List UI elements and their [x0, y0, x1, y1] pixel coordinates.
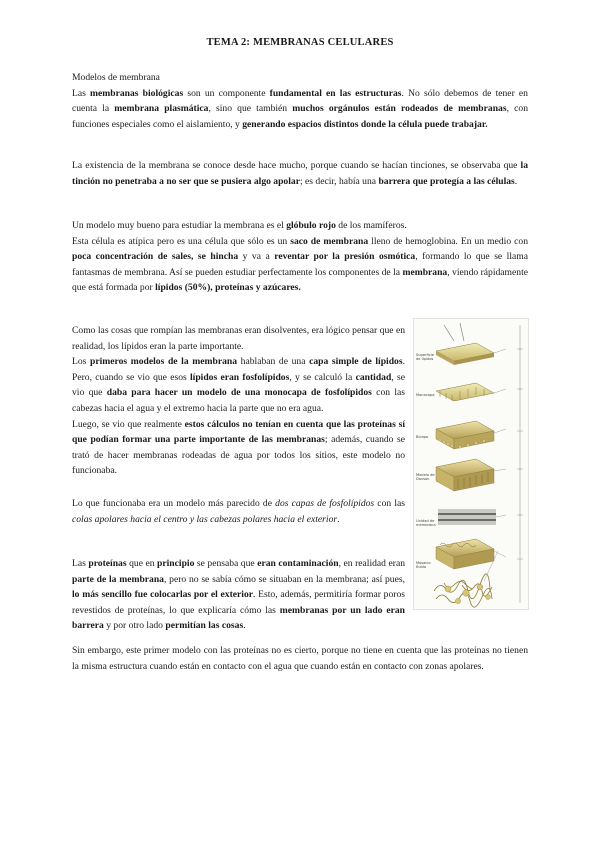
text-run: . No sólo debemos de tener en cuenta la [72, 87, 528, 115]
text-run: , viendo rápidamente que está formada por [72, 266, 528, 294]
section-models [72, 70, 528, 132]
text-run: , en realidad eran [338, 558, 405, 569]
paragraph-block [72, 158, 528, 189]
bold-text: generando espacios distintos donde la célula puede trabajar. [242, 118, 488, 130]
paragraph-block [72, 218, 528, 296]
bold-text: glóbulo rojo [286, 220, 336, 231]
text-run: son un componente [183, 87, 270, 99]
bold-text: eran contaminación [257, 558, 339, 569]
bold-text: poca concentración de sales, se hincha [72, 251, 239, 263]
bold-text: saco de membrana [290, 235, 369, 247]
bold-text: fundamental en las estructuras [269, 87, 402, 99]
text-run: , se vio que [72, 371, 405, 399]
figure-label: Superficie de lípidos [416, 353, 434, 361]
bold-text: principio [157, 558, 195, 569]
paragraph [72, 158, 528, 189]
bold-text: permitían las cosas [165, 620, 244, 632]
text-run: que en [126, 558, 158, 569]
bold-text: lípidos (50%), proteínas y azúcares. [155, 282, 301, 294]
paragraph-block [72, 556, 405, 634]
text-run: . [514, 175, 518, 187]
membrane-models-figure [413, 318, 529, 610]
bold-text: daba para hacer un modelo de una monocapa de fosfolípidos [106, 387, 372, 399]
text-run: , y se calculó la [289, 371, 356, 383]
text-run: con las cabezas hacia el agua y el extremo hacia la parte que no era agua. [72, 387, 405, 414]
bold-text: muchos orgánulos están rodeados de membranas [292, 103, 507, 115]
text-run: ; es decir, había una [299, 175, 379, 187]
text-run: Las [72, 558, 89, 569]
paragraph [72, 234, 528, 296]
text-run: y por otro lado [103, 620, 166, 632]
paragraph-block [72, 496, 405, 527]
bold-text: reventar por la presión osmótica [274, 251, 416, 263]
paragraph [72, 496, 405, 527]
text-run: Los [72, 356, 91, 368]
bold-text: barrera que protegía a las células [378, 175, 515, 187]
text-run: Esta célula es atípica pero es una célula que sólo es un [72, 235, 291, 247]
text-run: con las [374, 498, 405, 509]
bold-text: lo más sencillo fue colocarlas por el exterior [72, 589, 254, 601]
italic-text: colas apolares hacia el centro y las cabezas polares hacia el exterior [72, 513, 338, 525]
figure-label: Modelo de Davson [416, 473, 435, 481]
text-run: , sino que también [208, 103, 293, 115]
paragraph [72, 417, 405, 479]
text-run: . Pero, cuando se vio que esos [72, 356, 405, 383]
text-run: La existencia de la membrana se conoce desde hace mucho, porque cuando se hacían tinciones, se observaba que [72, 160, 521, 171]
text-run: y va a [238, 251, 275, 263]
figure-label: Unidad de membrana [416, 519, 436, 527]
text-run: Como las cosas que rompían las membranas eran disolventes, era lógico pensar que en realidad, los lípidos eran la parte importante. [72, 325, 405, 352]
text-run: , con funciones especiales como el aislamiento, y [72, 103, 528, 130]
text-run: . [337, 513, 340, 525]
paragraph [72, 556, 405, 634]
bold-text: membrana plasmática [114, 103, 209, 115]
text-run: lleno de hemoglobina. En un medio con [368, 235, 528, 247]
text-run: Lo que funcionaba era un modelo más parecido de [72, 498, 276, 509]
section-heading: Modelos de membrana [72, 72, 160, 83]
text-run: Un modelo muy bueno para estudiar la membrana es el [72, 220, 287, 231]
bold-text: membranas por un lado eran barrera [72, 604, 405, 632]
paragraph [72, 354, 405, 416]
paragraph [72, 643, 528, 674]
bold-text: proteínas [88, 558, 127, 569]
italic-text: dos capas de fosfolípidos [275, 498, 375, 509]
bold-text: capa simple de lípidos [309, 356, 403, 368]
bold-text: la tinción no penetraba a no ser que se pusiera algo apolar [72, 160, 528, 187]
text-run: . [243, 620, 246, 632]
paragraph-block [72, 643, 528, 674]
text-run: hablaban de una [237, 356, 310, 368]
text-run: ; además, cuando se trató de hacer membranas rodeadas de agua por todos los sitios, este modelo no funcionaba. [72, 434, 405, 477]
bold-text: lípidos eran fosfolípidos [190, 371, 290, 383]
text-run: de los mamíferos. [335, 220, 407, 231]
bold-text: primeros modelos de la membrana [90, 356, 238, 368]
bold-text: parte de la membrana [72, 573, 164, 585]
text-run: , pero no se sabía cómo se situaban en la membrana; así pues, [163, 573, 405, 585]
bold-text: estos cálculos no tenían en cuenta que las proteínas sí que podían formar una parte importante de las membranas [72, 418, 405, 446]
bold-text: membranas biológicas [90, 87, 184, 99]
paragraph [72, 86, 528, 133]
text-run: , formando lo que se llama fantasmas de membrana. Así se pueden estudiar perfectamente los componentes de la [72, 251, 528, 278]
paragraph-block [72, 323, 405, 479]
figure-label: Monocapa [416, 393, 435, 397]
page-title: TEMA 2: MEMBRANAS CELULARES [206, 37, 394, 48]
text-run: Luego, se vio que realmente [72, 418, 185, 430]
text-run: . Esto, además, permitiría formar poros revestidos de proteínas, lo que explicaría cómo las [72, 589, 405, 616]
text-run: Sin embargo, este primer modelo con las proteínas no es cierto, porque no tiene en cuenta que las proteínas no tienen la misma estructura cuando están en contacto con el agua que cuando están en contacto con zonas apolares. [72, 645, 528, 672]
figure-label: Mosaico fluido [416, 561, 431, 569]
bold-text: cantidad [355, 371, 392, 383]
paragraph [72, 323, 405, 354]
bold-text: membrana [402, 266, 448, 278]
text-run: Las [72, 87, 91, 99]
paragraph [72, 218, 528, 234]
figure-label: Bicapa [416, 435, 429, 439]
text-run: se pensaba que [194, 558, 258, 569]
